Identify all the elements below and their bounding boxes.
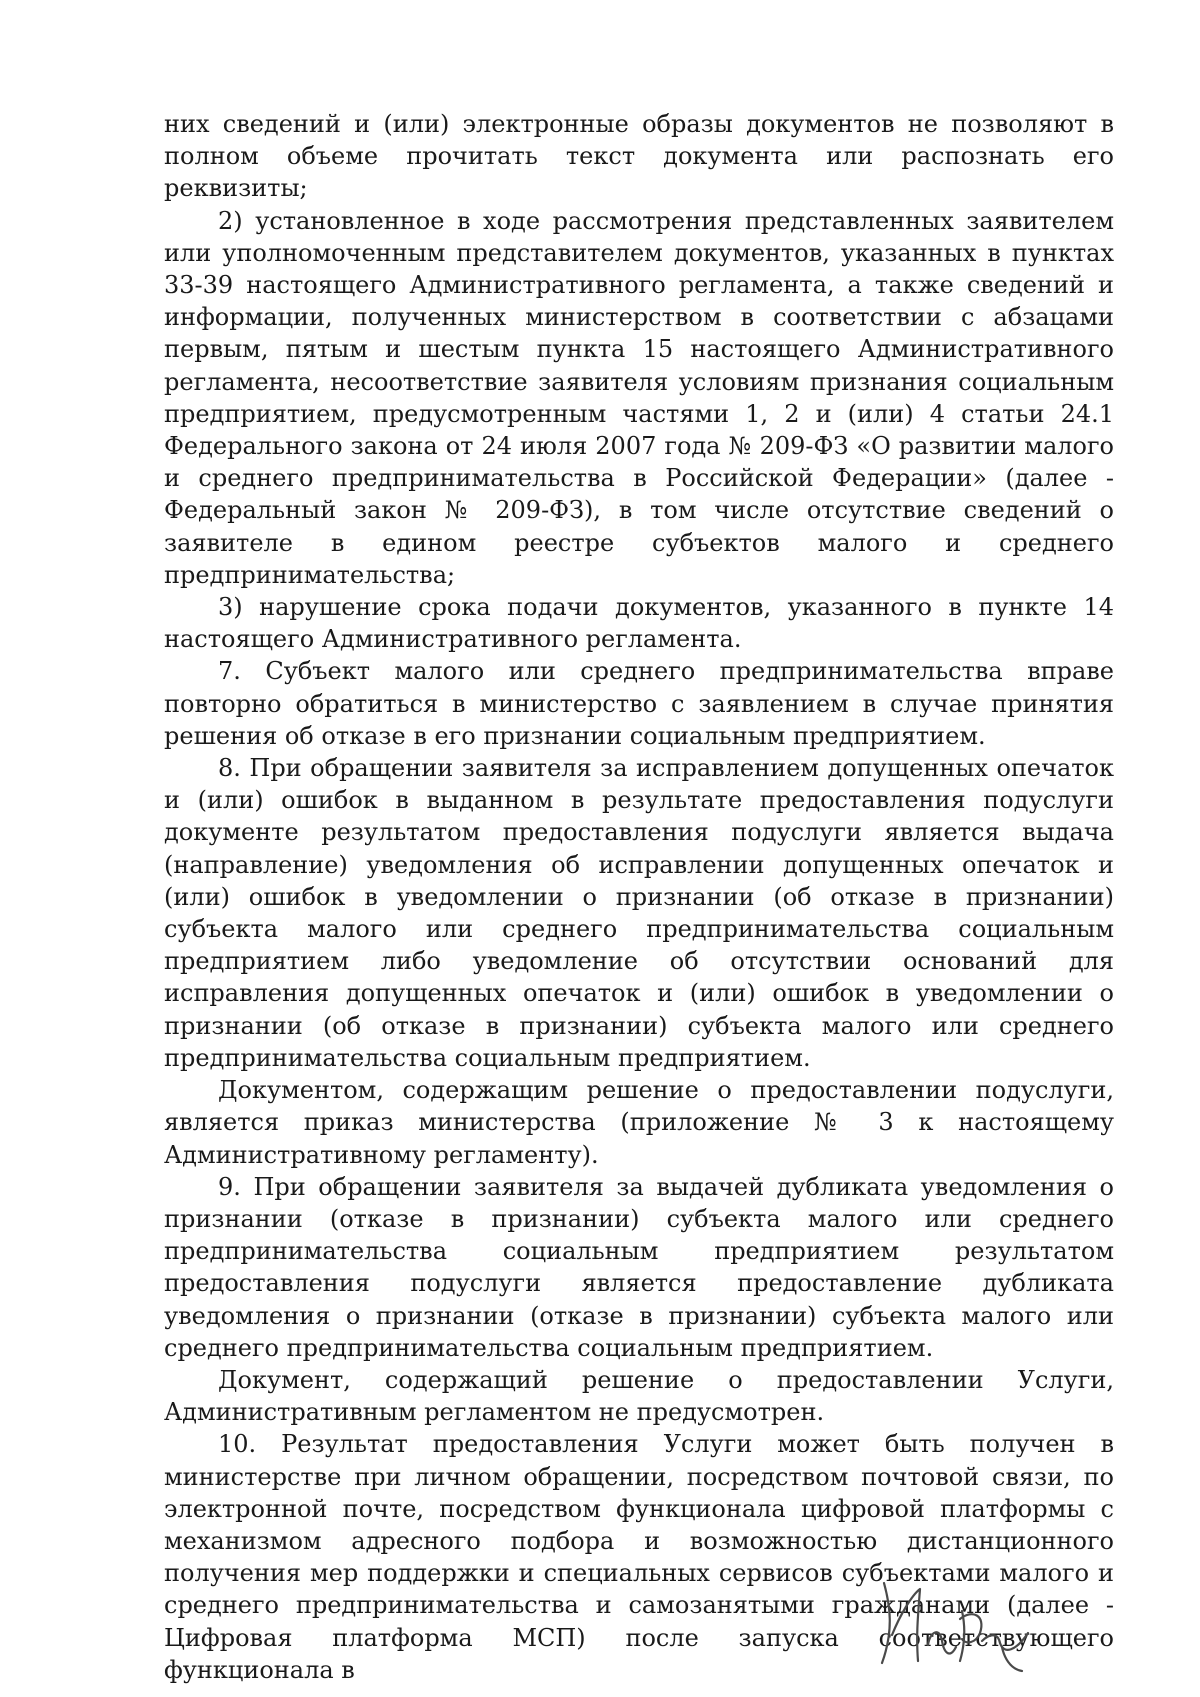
handwritten-signature <box>870 1575 1040 1680</box>
paragraph-clause-8-decision: Документом, содержащим решение о предоставлении подуслуги, является приказ министерства (приложение № 3 к настоящему Административному регламенту). <box>164 1076 1114 1169</box>
paragraph-item-3: 3) нарушение срока подачи документов, указанного в пункте 14 настоящего Административного регламента. <box>164 593 1114 654</box>
paragraph-item-2: 2) установленное в ходе рассмотрения представленных заявителем или уполномоченным представителем документов, указанных в пунктах 33-39 настоящего Административного регламента, а также сведений и информации, полученных министерством в соответствии с абзацами первым, пятым и шестым пункта 15 настоящего Административного регламента, несоответствие заявителя условиям признания социальным предприятием, предусмотренным частями 1, 2 и (или) 4 статьи 24.1 Федерального закона от 24 июля 2007 года № 209-ФЗ «О развитии малого и среднего предпринимательства в Российской Федерации» (далее - Федеральный закон № 209-ФЗ), в том числе отсутствие сведений о заявителе в едином реестре субъектов малого и среднего предпринимательства; <box>164 206 1114 589</box>
paragraph-clause-10: 10. Результат предоставления Услуги может быть получен в министерстве при личном обращении, посредством почтовой связи, по электронной почте, посредством функционала цифровой платформы с механизмом адресного подбора и возможностью дистанционного получения мер поддержки и специальных сервисов субъектами малого и среднего предпринимательства и самозанятыми гражданами (далее - Цифровая платформа МСП) после запуска соответствующего функционала в <box>164 1430 1114 1684</box>
document-body <box>164 108 1114 1686</box>
paragraph-clause-9: 9. При обращении заявителя за выдачей дубликата уведомления о признании (отказе в признании) субъекта малого или среднего предпринимательства социальным предприятием результатом предоставления подуслуги является предоставление дубликата уведомления о признании (отказе в признании) субъекта малого или среднего предпринимательства социальным предприятием. <box>164 1172 1114 1362</box>
paragraph-clause-7: 7. Субъект малого или среднего предпринимательства вправе повторно обратиться в министерство с заявлением в случае принятия решения об отказе в его признании социальным предприятием. <box>164 657 1114 750</box>
paragraph-clause-8: 8. При обращении заявителя за исправлением допущенных опечаток и (или) ошибок в выданном в результате предоставления подуслуги документе результатом предоставления подуслуги является выдача (направление) уведомления об исправлении допущенных опечаток и (или) ошибок в уведомлении о признании (об отказе в признании) субъекта малого или среднего предпринимательства социальным предприятием либо уведомление об отсутствии оснований для исправления допущенных опечаток и (или) ошибок в уведомлении о признании (об отказе в признании) субъекта малого или среднего предпринимательства социальным предприятием. <box>164 754 1114 1072</box>
paragraph-clause-9-decision: Документ, содержащий решение о предоставлении Услуги, Административным регламентом не предусмотрен. <box>164 1365 1114 1427</box>
paragraph-continuation: них сведений и (или) электронные образы документов не позволяют в полном объеме прочитать текст документа или распознать его реквизиты; <box>164 110 1114 203</box>
